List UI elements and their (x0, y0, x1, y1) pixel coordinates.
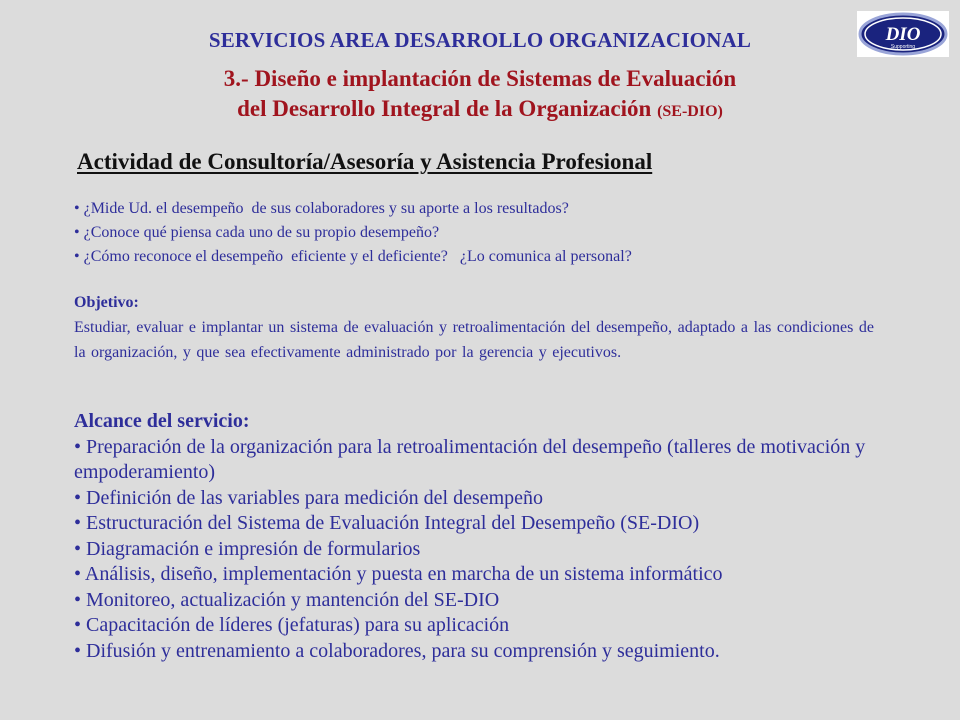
scope-item: • Preparación de la organización para la retroalimentación del desempeño (talleres de motivación y empoderamiento) (74, 435, 866, 483)
question-item: • ¿Cómo reconoce el desempeño eficiente y el deficiente? ¿Lo comunica al personal? (74, 248, 632, 265)
questions-list (74, 197, 632, 269)
service-title-line-2-text: del Desarrollo Integral de la Organización (237, 96, 652, 121)
question-item: • ¿Conoce qué piensa cada uno de su propio desempeño? (74, 224, 440, 241)
activity-heading: Actividad de Consultoría/Asesoría y Asistencia Profesional (77, 149, 653, 174)
scope-section (74, 409, 884, 664)
logo-subtext: Supporting (890, 44, 916, 50)
scope-label: Alcance del servicio: (74, 410, 250, 432)
dio-logo (857, 11, 949, 57)
scope-item: • Estructuración del Sistema de Evaluación Integral del Desempeño (SE-DIO) (74, 512, 700, 534)
scope-item: • Monitoreo, actualización y mantención del SE-DIO (74, 588, 500, 611)
service-title (150, 64, 810, 127)
objective-text: Estudiar, evaluar e implantar un sistema de evaluación y retroalimentación del desempeño, adaptado a las condiciones de la organización, y que sea efectivamente administrado por la gerencia y ejecutivos. (74, 319, 874, 361)
scope-item: • Capacitación de líderes (jefaturas) para su aplicación (74, 614, 510, 636)
scope-item: • Definición de las variables para medición del desempeño (74, 486, 544, 509)
page-header-title: SERVICIOS AREA DESARROLLO ORGANIZACIONAL (208, 28, 752, 52)
scope-item: • Difusión y entrenamiento a colaboradores, para su comprensión y seguimiento. (74, 639, 720, 662)
scope-list (74, 435, 884, 665)
service-title-line-1: 3.- Diseño e implantación de Sistemas de Evaluación (223, 66, 737, 91)
question-item: • ¿Mide Ud. el desempeño de sus colaboradores y su aporte a los resultados? (74, 200, 569, 217)
logo-text: DIO (885, 24, 921, 45)
scope-item: • Diagramación e impresión de formularios (74, 537, 421, 560)
objective-label: Objetivo: (74, 294, 139, 311)
service-title-line-2 (150, 94, 810, 127)
objective-section (74, 290, 874, 365)
scope-item: • Análisis, diseño, implementación y puesta en marcha de un sistema informático (74, 563, 723, 585)
service-code: (SE-DIO) (657, 103, 723, 120)
